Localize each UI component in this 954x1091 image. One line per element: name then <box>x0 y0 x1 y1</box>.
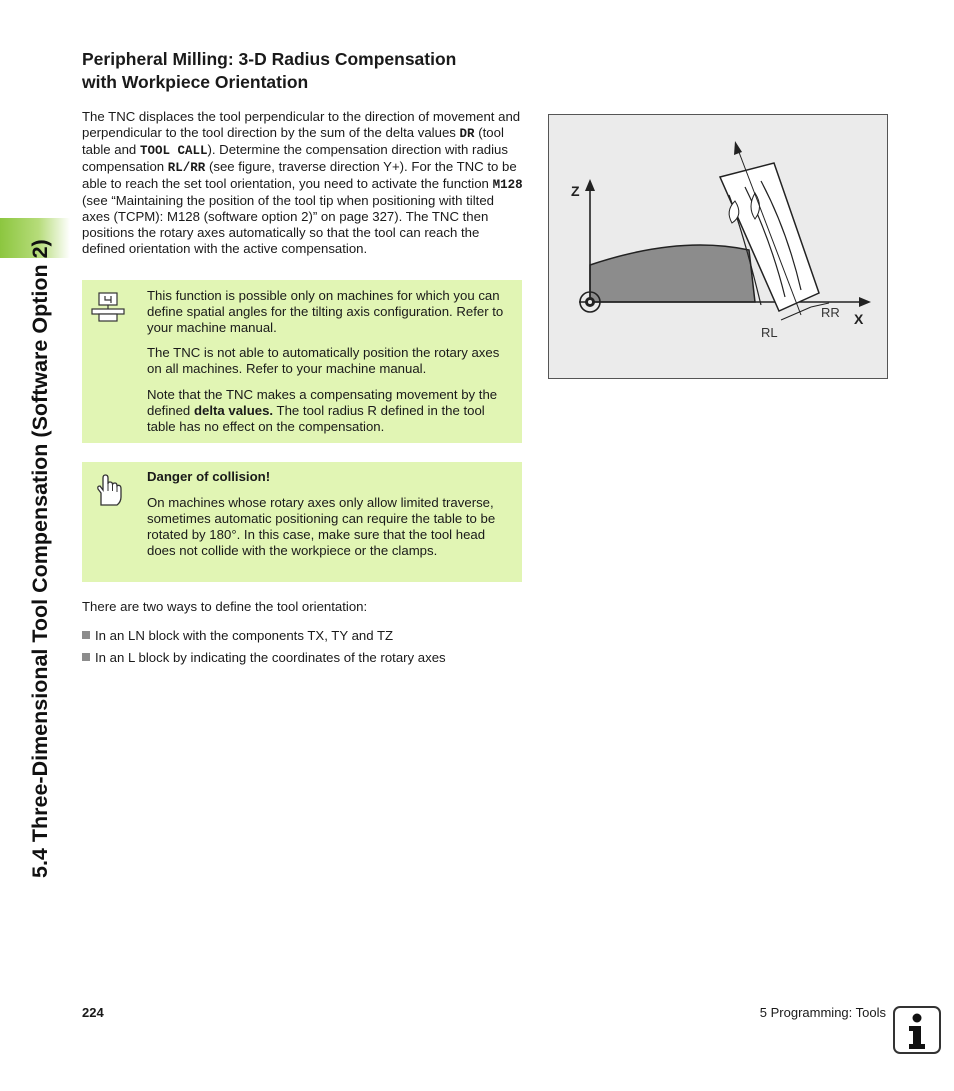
bullet-square-icon <box>82 653 90 661</box>
x-axis-label: X <box>854 311 864 327</box>
rr-label: RR <box>821 305 840 320</box>
list-item-text: In an L block by indicating the coordinates of the rotary axes <box>95 649 446 665</box>
intro-text-2: (tool table and <box>82 125 504 157</box>
note-paragraph-1: This function is possible only on machines for which you can define spatial angles for the tilting axis configuration. Refer to your machine manual. <box>147 288 504 335</box>
note-paragraph-3 <box>147 387 510 435</box>
note-p3-text-a: Note that the TNC makes a compensating movement by the defined <box>147 387 498 418</box>
ways-intro: There are two ways to define the tool orientation: <box>82 599 368 614</box>
intro-text-1: The TNC displaces the tool perpendicular to the direction of movement and perpendicular to the tool direction by the sum of the delta values <box>82 109 521 140</box>
note-p3-bold: delta values. <box>193 403 274 418</box>
machine-icon <box>90 290 126 326</box>
warning-hand-icon <box>90 472 126 508</box>
bullet-square-icon <box>82 631 90 639</box>
x-axis-arrow <box>859 297 871 307</box>
orientation-methods-list <box>82 625 446 668</box>
chapter-footer: 5 Programming: Tools <box>759 1005 886 1020</box>
z-axis-label: Z <box>571 183 580 199</box>
list-item <box>82 625 446 647</box>
machine-manual-note <box>82 280 522 443</box>
note-p3-text-c: The tool radius R defined in the tool table has no effect on the compensation. <box>147 403 485 434</box>
intro-paragraph <box>82 109 524 257</box>
rl-rr-leader <box>781 307 811 320</box>
section-heading <box>82 48 522 94</box>
origin-center <box>588 300 592 304</box>
list-item-text: In an LN block with the components TX, TY and TZ <box>95 628 394 643</box>
code-rl-rr: RL/RR <box>167 161 206 175</box>
z-axis-arrow <box>585 179 595 191</box>
danger-note <box>82 462 522 582</box>
code-m128: M128 <box>492 178 523 192</box>
note-paragraph-2: The TNC is not able to automatically position the rotary axes on all machines. Refer to your machine manual. <box>147 345 500 376</box>
code-tool-call: TOOL CALL <box>139 144 208 158</box>
intro-text-3: ). Determine the compensation direction with radius compensation <box>82 142 508 174</box>
heading-line-1: Peripheral Milling: 3-D Radius Compensation <box>82 49 457 69</box>
list-item <box>82 647 446 669</box>
info-icon <box>893 1006 941 1054</box>
heading-line-2: with Workpiece Orientation <box>82 72 309 92</box>
info-i-glyph <box>895 1008 939 1052</box>
compensation-diagram <box>549 115 887 378</box>
danger-title: Danger of collision! <box>147 469 271 484</box>
code-dr: DR <box>459 127 475 141</box>
intro-text-4: (see figure, traverse direction Y+). For the TNC to be able to reach the set tool orientation, you need to activate the function <box>82 159 517 191</box>
page-number: 224 <box>82 1005 104 1020</box>
workpiece-shape <box>590 245 755 302</box>
tool-axis-arrow <box>734 141 742 155</box>
rl-label: RL <box>761 325 778 340</box>
compensation-figure <box>548 114 888 379</box>
intro-text-5: (see “Maintaining the position of the tool tip when positioning with tilted axes (TCPM): M128 (software option 2)” on page 327). The TNC then positions the rotary axes automatically so that the tool can reach the defined orientation with the active compensation. <box>82 193 494 256</box>
danger-text: On machines whose rotary axes only allow limited traverse, sometimes automatic positioning can require the table to be rotated by 180°. In this case, make sure that the tool head does not collide with the workpiece or the clamps. <box>147 495 496 558</box>
section-side-title: 5.4 Three-Dimensional Tool Compensation (Software Option 2) <box>28 239 52 878</box>
